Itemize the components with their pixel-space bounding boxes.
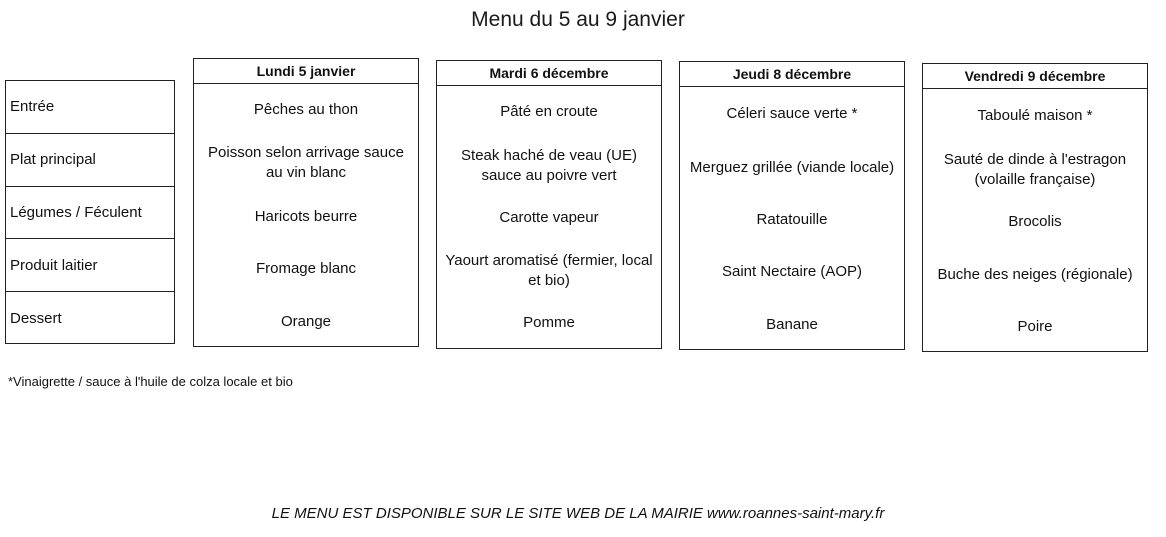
dish-plat: Steak haché de veau (UE) sauce au poivre vert [461, 147, 637, 184]
dish-laitier: Fromage blanc [255, 260, 357, 277]
day-column-vendredi [922, 63, 1148, 352]
dish-dessert: Poire [1017, 318, 1053, 335]
dish-plat: Merguez grillée (viande locale) [689, 159, 895, 176]
dish-legumes: Carotte vapeur [499, 209, 599, 226]
row-label-laitier: Produit laitier [6, 239, 174, 292]
dish-legumes: Ratatouille [756, 211, 828, 228]
row-label-plat: Plat principal [6, 134, 174, 187]
website-notice: LE MENU EST DISPONIBLE SUR LE SITE WEB DE LA MAIRIE www.roannes-saint-mary.fr [271, 505, 885, 522]
day-header: Jeudi 8 décembre [680, 62, 904, 87]
dish-dessert: Banane [766, 316, 818, 333]
row-labels-column [5, 80, 175, 344]
dish-entree: Taboulé maison * [977, 107, 1093, 124]
day-column-jeudi [679, 61, 905, 350]
dish-entree: Pâté en croute [500, 103, 598, 120]
dish-laitier: Yaourt aromatisé (fermier, local et bio) [445, 252, 653, 289]
day-column-mardi [436, 60, 662, 349]
dish-dessert: Pomme [523, 314, 575, 331]
dish-plat: Sauté de dinde à l'estragon (volaille française) [943, 151, 1127, 188]
row-label-entree: Entrée [6, 81, 174, 134]
day-column-lundi [193, 58, 419, 347]
row-label-legumes: Légumes / Féculent [6, 187, 174, 240]
dish-laitier: Buche des neiges (régionale) [937, 266, 1133, 283]
row-label-dessert: Dessert [10, 310, 62, 328]
dish-plat: Poisson selon arrivage sauce au vin blanc [208, 144, 404, 181]
dish-dessert: Orange [280, 313, 332, 330]
dish-entree: Pêches au thon [253, 101, 359, 118]
page-title: Menu du 5 au 9 janvier [471, 8, 685, 31]
dish-laitier: Saint Nectaire (AOP) [721, 263, 863, 280]
day-header: Vendredi 9 décembre [923, 64, 1147, 89]
dish-entree: Céleri sauce verte * [726, 105, 858, 122]
dish-legumes: Haricots beurre [254, 208, 358, 225]
footnote: *Vinaigrette / sauce à l'huile de colza locale et bio [8, 374, 293, 389]
day-header: Lundi 5 janvier [194, 59, 418, 84]
dish-legumes: Brocolis [1008, 213, 1062, 230]
day-header: Mardi 6 décembre [437, 61, 661, 86]
